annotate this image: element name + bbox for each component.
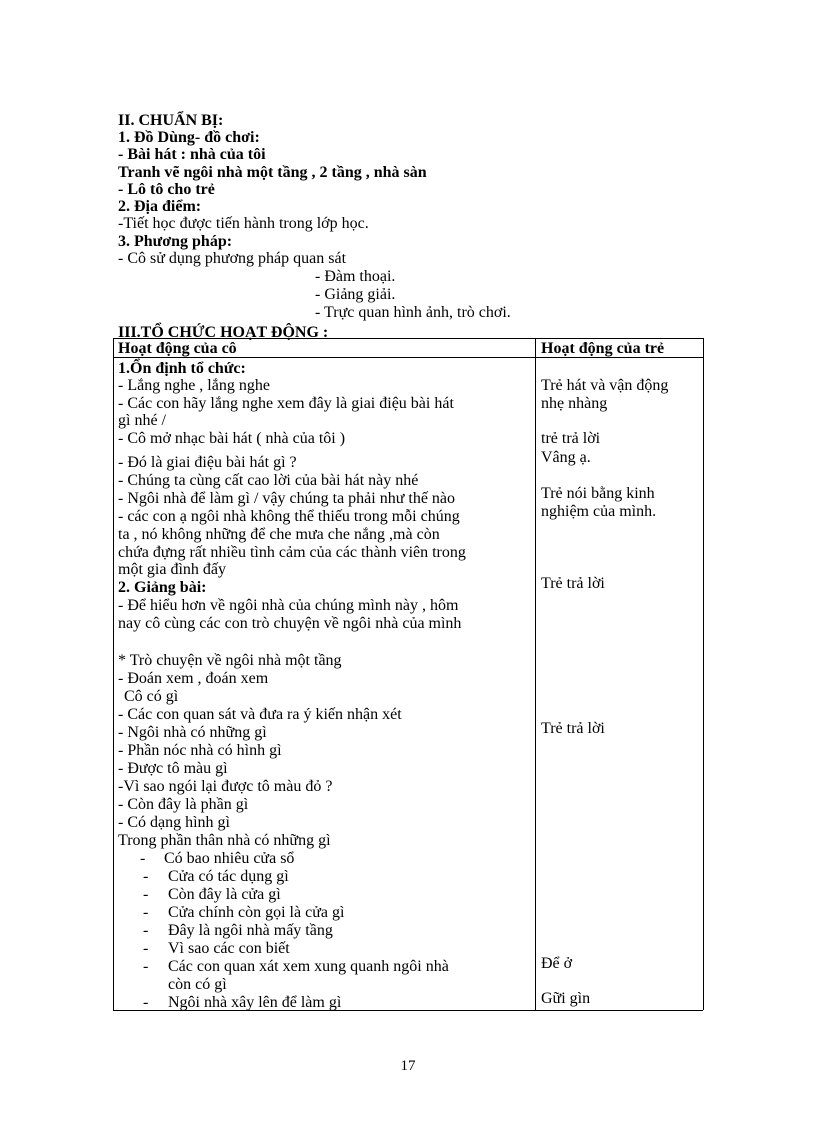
child-line: Trẻ hát và vận động: [541, 377, 669, 394]
prep-place: -Tiết học được tiến hành trong lớp học.: [118, 215, 369, 232]
bullet-dash: -: [143, 994, 149, 1011]
teacher-line: Các con quan xát xem xung quanh ngôi nhà: [168, 958, 449, 975]
subheading-materials: 1. Đồ Dùng- đồ chơi:: [118, 129, 260, 146]
teacher-line: - Có dạng hình gì: [118, 814, 230, 831]
teacher-line: - Các con hãy lắng nghe xem đây là giai điệu bài hát: [118, 395, 454, 412]
teacher-line: - Để hiểu hơn về ngôi nhà của chúng mình này , hôm: [118, 597, 459, 614]
bullet-dash: -: [143, 904, 149, 921]
teacher-line: chứa đựng rất nhiều tình cảm của các thành viên trong: [118, 544, 466, 561]
teacher-line: Đây là ngôi nhà mấy tầng: [168, 922, 333, 939]
bullet-dash: -: [143, 886, 149, 903]
child-line: Vâng ạ.: [541, 449, 591, 466]
teacher-line: - Đó là giai điệu bài hát gì ?: [118, 454, 297, 471]
subheading-method: 3. Phương pháp:: [118, 233, 233, 250]
teacher-line: Trong phần thân nhà có những gì: [118, 832, 331, 849]
prep-pictures: Tranh vẽ ngôi nhà một tầng , 2 tầng , nhà sàn: [118, 164, 427, 181]
teacher-line: gì nhé /: [118, 412, 166, 429]
child-line: Gữi gìn: [541, 990, 591, 1007]
teacher-line: - Ngôi nhà để làm gì / vậy chúng ta phải như thế nào: [118, 490, 456, 507]
teacher-line: 1.Ổn định tổ chức:: [118, 360, 246, 377]
child-line: Để ở: [541, 955, 573, 972]
bullet-dash: -: [143, 868, 149, 885]
teacher-line: nay cô cùng các con trò chuyện về ngôi nhà của mình: [118, 615, 462, 632]
child-line: Trẻ trả lời: [541, 720, 605, 737]
child-line: nghiệm của mình.: [541, 503, 657, 520]
prep-method-1: - Cô sử dụng phương pháp quan sát: [118, 250, 347, 267]
teacher-line: một gia đình đấy: [118, 561, 226, 578]
teacher-line: - Phần nóc nhà có hình gì: [118, 742, 282, 759]
teacher-line: - Cô mở nhạc bài hát ( nhà của tôi ): [118, 430, 346, 447]
teacher-line: Cửa có tác dụng gì: [168, 868, 289, 885]
bullet-dash: -: [143, 958, 149, 975]
table-left-border: [113, 338, 114, 1010]
teacher-line: - Ngôi nhà có những gì: [118, 724, 267, 741]
section-heading-organize: III.TỔ CHỨC HOẠT ĐỘNG :: [118, 324, 329, 341]
teacher-line: - Chúng ta cùng cất cao lời của bài hát này nhé: [118, 472, 419, 489]
teacher-line: - Đoán xem , đoán xem: [118, 670, 269, 687]
teacher-line: Ngôi nhà xây lên để làm gì: [168, 994, 342, 1011]
page-number: 17: [400, 1058, 416, 1074]
teacher-line: 2. Giảng bài:: [118, 579, 207, 596]
child-line: trẻ trả lời: [541, 430, 601, 447]
teacher-line: - các con ạ ngôi nhà không thể thiếu trong mỗi chúng: [118, 508, 460, 525]
bullet-dash: -: [140, 850, 146, 867]
child-line: Trẻ nói bằng kinh: [541, 485, 655, 502]
teacher-line: - Được tô màu gì: [118, 760, 228, 777]
teacher-line: Còn đây là cửa gì: [168, 886, 281, 903]
teacher-line: còn có gì: [168, 976, 227, 993]
prep-method-3: - Giảng giải.: [315, 286, 396, 303]
bullet-dash: -: [143, 940, 149, 957]
prep-method-4: - Trực quan hình ảnh, trò chơi.: [315, 304, 511, 321]
table-header-child: Hoạt động của trẻ: [541, 340, 665, 357]
table-column-divider: [535, 338, 536, 1010]
teacher-line: Có bao nhiêu cửa sổ: [164, 850, 295, 867]
table-right-border: [703, 338, 704, 1010]
table-header-teacher: Hoạt động của cô: [118, 340, 237, 357]
child-line: nhẹ nhàng: [541, 395, 608, 412]
bullet-dash: -: [143, 922, 149, 939]
prep-lotto: - Lô tô cho trẻ: [118, 181, 215, 198]
teacher-line: Vì sao các con biết: [168, 940, 290, 957]
teacher-line: Cô có gì: [124, 688, 179, 705]
child-line: Trẻ trả lời: [541, 575, 605, 592]
prep-song: - Bài hát : nhà của tôi: [118, 146, 266, 163]
teacher-line: ta , nó không những để che mưa che nắng ,mà còn: [118, 526, 440, 543]
teacher-line: - Lắng nghe , lắng nghe: [118, 377, 270, 394]
teacher-line: - Các con quan sát và đưa ra ý kiến nhận xét: [118, 706, 402, 723]
teacher-line: Cửa chính còn gọi là cửa gì: [168, 904, 345, 921]
teacher-line: - Còn đây là phần gì: [118, 796, 249, 813]
subheading-place: 2. Địa điểm:: [118, 198, 202, 215]
prep-method-2: - Đàm thoại.: [315, 268, 396, 285]
teacher-line: * Trò chuyện về ngôi nhà một tầng: [118, 652, 342, 669]
teacher-line: -Vì sao ngói lại được tô màu đỏ ?: [118, 778, 333, 795]
table-top-border: [113, 338, 703, 339]
section-heading-prep: II. CHUẨN BỊ:: [118, 112, 224, 129]
